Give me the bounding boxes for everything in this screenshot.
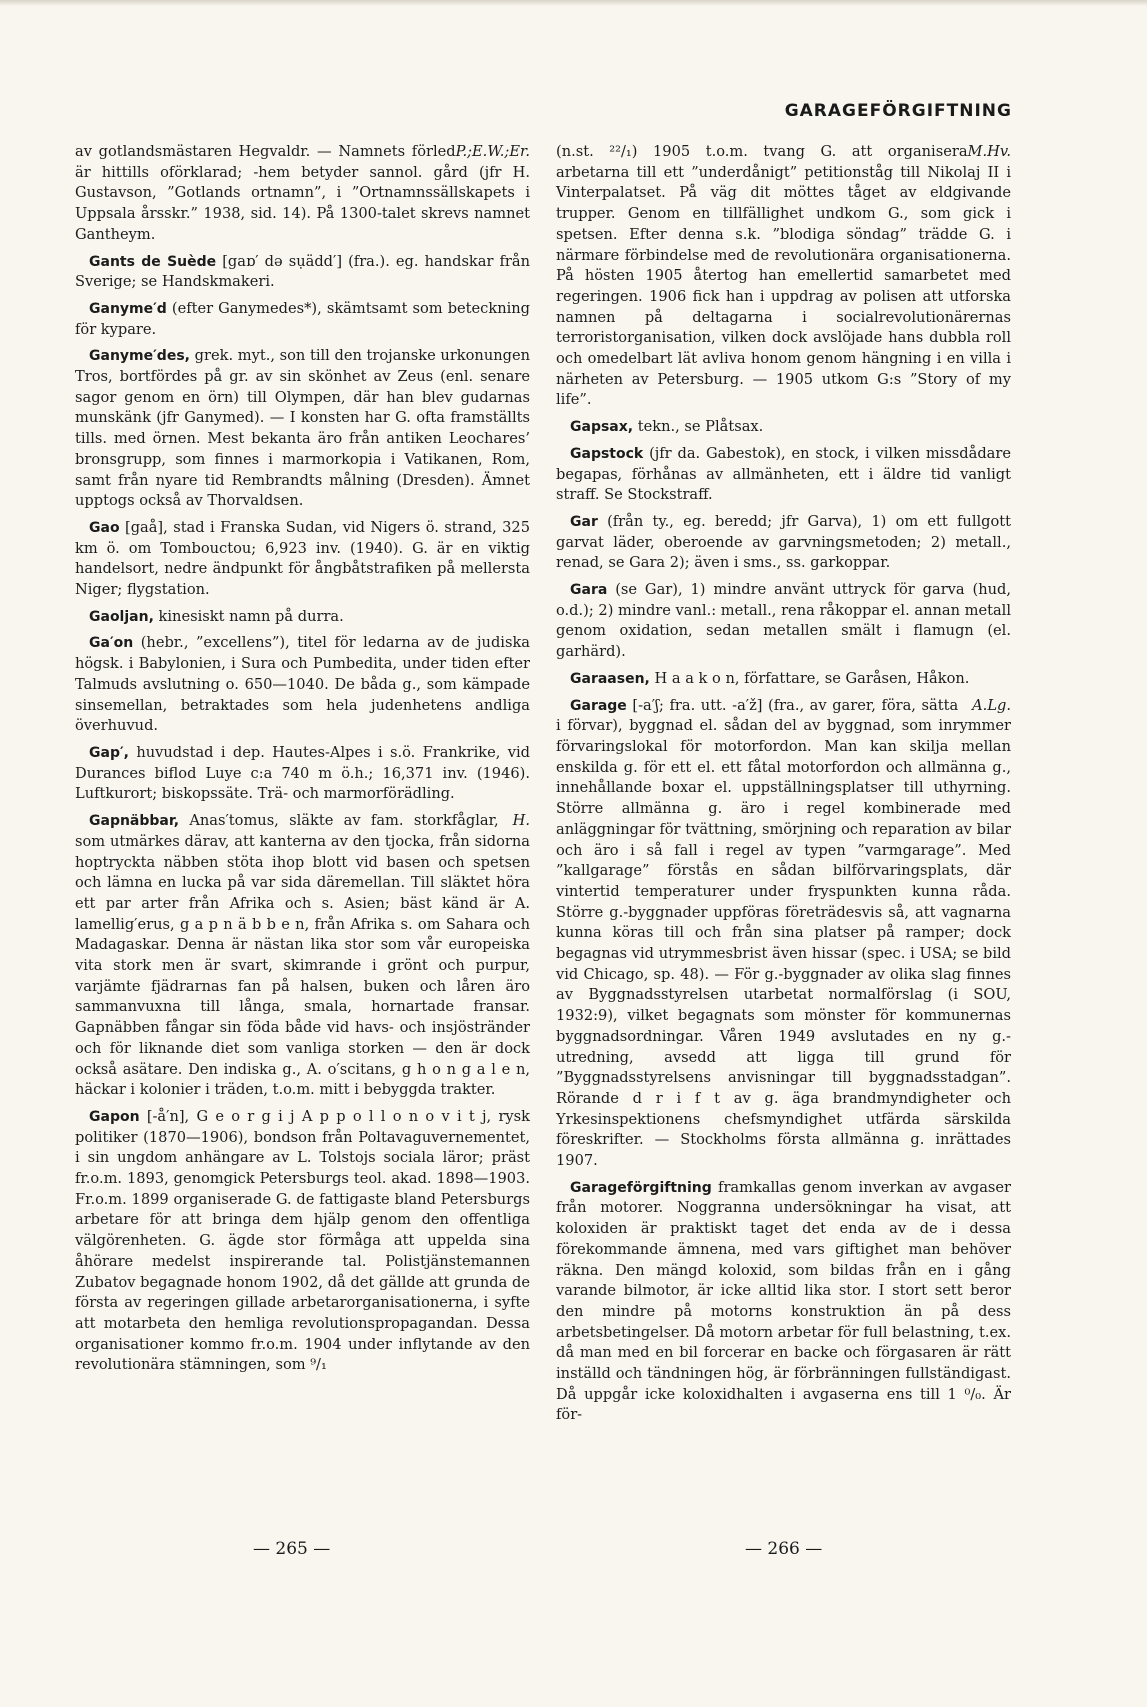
entry-signature: A.Lg. bbox=[972, 696, 1011, 714]
left-column bbox=[75, 142, 530, 1382]
entry-headword: Gants de Suède bbox=[89, 253, 217, 270]
dictionary-entry bbox=[556, 142, 1011, 411]
entry-headword: Garage bbox=[570, 697, 627, 714]
entry-text: (jfr da. Gabestok), en stock, i vilken missdådare begapas, förhånas av allmänheten, ett i äldre tid vanligt straff. Se Stockstraff. bbox=[556, 444, 1011, 504]
entry-headword: Ganyme′des, bbox=[89, 348, 190, 365]
entry-headword: Gaoljan, bbox=[89, 608, 154, 625]
dictionary-entry bbox=[75, 518, 530, 601]
entry-signature: H. bbox=[512, 812, 530, 830]
entry-headword: Gapstock bbox=[570, 445, 644, 462]
entry-signature: P.;E.W.;Er. bbox=[455, 143, 530, 160]
entry-text: [-a′ʃ; fra. utt. -a′ž] (fra., av garer, föra, sätta i förvar), byggnad el. sådan del av byggnad, som inrymmer förvaringslokal för motorfordon. Man kan skilja mellan enskilda g. för ett el. ett fåtal motorfordon och allmänna g., innehållande boxar el. uppställningsplatser till uthyrning. Större allmänna g. äro i regel kombinerade med anläggningar för tvättning, smörjning och reparation av bilar och äro i så fall i regel av typen ”varmgarage”. Med ”kallgarage” förstås en sådan bilförvaringsplats, där vintertid temperaturer under fryspunkten kunna råda. Större g.-byggnader uppföras företrädesvis så, att vagnarna kunna köras till och från sina platser på ramper; dock begagnas vid utrymmesbrist även hissar (spec. i USA; se bild vid Chicago, sp. 48). — För g.-byggnader av olika slag finnes av Byggnadsstyrelsen utarbetat normalförslag (i SOU, 1932:9), vilket begagnats som mönster för kommunernas byggnadsordningar. Våren 1949 avslutades en ny g.-utredning, avsedd att ligga till grund för ”Byggnadsstyrelsens anvisningar till byggnadsstadgan”. Rörande d r i f t av g. äga brandmyndigheter och Yrkesinspektionens chefsmyndighet utfärda särskilda föreskrifter. — Stockholms första allmänna g. inrättades 1907. bbox=[556, 696, 1011, 1170]
entry-text: (se Gar), 1) mindre använt uttryck för garva (hud, o.d.); 2) mindre vanl.: metall., rena råkoppar el. annan metall genom oxidation, sedan metallen smält i flamugn (el. garhärd). bbox=[556, 581, 1011, 661]
right-column bbox=[556, 142, 1011, 1432]
entry-text: av gotlandsmästaren Hegvaldr. — Namnets förled är hittills oförklarad; -hem betyder sannol. gård (jfr H. Gustavson, ”Gotlands ortnamn”, i ”Ortnamnssällskapets i Uppsala årsskr.” 1938, sid. 14). På 1300-talet skrevs namnet Gantheym. bbox=[75, 143, 530, 243]
entry-text: H a a k o n, författare, se Garåsen, Håkon. bbox=[654, 669, 970, 687]
entry-text: (efter Ganymedes*), skämtsamt som beteckning för kypare. bbox=[75, 299, 531, 338]
entry-headword: Gar bbox=[570, 513, 598, 530]
page-number-right: — 266 — bbox=[745, 1539, 823, 1559]
dictionary-entry bbox=[556, 512, 1011, 574]
dictionary-entry bbox=[75, 743, 530, 805]
entry-text: huvudstad i dep. Hautes-Alpes i s.ö. Frankrike, vid Durances biflod Luye c:a 740 m ö.h.; 16,371 inv. (1946). Luftkurort; biskopssäte. Trä- och marmorförädling. bbox=[75, 743, 531, 803]
entry-headword: Gapon bbox=[89, 1108, 140, 1125]
entry-signature: M.Hv. bbox=[967, 143, 1011, 160]
running-head: GARAGEFÖRGIFTNING bbox=[784, 101, 1012, 121]
dictionary-entry bbox=[556, 1178, 1011, 1426]
entry-text: [gaɒ′ də sụädd′] (fra.). eg. handskar från Sverige; se Handskmakeri. bbox=[75, 252, 531, 291]
entry-text: [gaå], stad i Franska Sudan, vid Nigers ö. strand, 325 km ö. om Tombouctou; 6,923 inv. (1940). G. är en viktig handelsort, nedre ändpunkt för ångbåtstrafiken på mellersta Niger; flygstation. bbox=[75, 518, 530, 599]
page-edge bbox=[0, 0, 1147, 6]
entry-headword: Gapnäbbar, bbox=[89, 813, 180, 830]
dictionary-entry bbox=[556, 444, 1011, 506]
dictionary-entry bbox=[75, 811, 530, 1101]
entry-headword: Garageförgiftning bbox=[570, 1179, 712, 1196]
entry-headword: Ga′on bbox=[89, 635, 134, 652]
entry-text: grek. myt., son till den trojanske urkonungen Tros, bortfördes på gr. av sin skönhet av Zeus (enl. senare sagor genom en örn) till Olympen, där han blev gudarnas munskänk (jfr Ganymed). — I konsten har G. ofta framställts tills. med örnen. Mest bekanta äro från antiken Leochares’ bronsgrupp, som finnes i marmorkopia i Vatikanen, Rom, samt från nyare tid Rembrandts målning (Dresden). Ämnet upptogs också av Thorvaldsen. bbox=[75, 347, 531, 510]
entry-headword: Garaasen, bbox=[570, 670, 650, 687]
page-number-left: — 265 — bbox=[253, 1539, 331, 1559]
dictionary-entry bbox=[75, 252, 530, 293]
entry-text: (från ty., eg. beredd; jfr Garva), 1) om ett fullgott garvat läder, oberoende av garvningsmetoden; 2) metall., renad, se Gara 2); även i sms., ss. garkoppar. bbox=[556, 512, 1012, 572]
dictionary-entry bbox=[75, 633, 530, 737]
entry-text: Anas′tomus, släkte av fam. storkfåglar, som utmärkes därav, att kanterna av den tjocka, från sidorna hoptryckta näbben stöta ihop blott vid basen och spetsen och lämna en lucka på var sida däremellan. Till släktet höra ett par arter från Afrika och s. Asien; bäst känd är A. lamellig′erus, g a p n ä b b e n, från Afrika s. om Sahara och Madagaskar. Denna är nästan lika stor som vår europeiska vita stork men är svart, skimrande i grönt och purpur, varjämte fjädrarnas fan på halsen, buken och låren äro sammanvuxna till långa, smala, hornartade fransar. Gapnäbben fångar sin föda både vid havs- och insjöstränder och för liknande diet som vanliga storken — den är dock också asätare. Den indiska g., A. o′scitans, g h o n g a l e n, häckar i kolonier i träden, t.o.m. mitt i bebyggda trakter. bbox=[75, 812, 530, 1099]
dictionary-entry bbox=[75, 607, 530, 628]
dictionary-entry bbox=[556, 417, 1011, 438]
entry-text: tekn., se Plåtsax. bbox=[637, 418, 764, 436]
dictionary-entry bbox=[556, 696, 1011, 1172]
entry-headword: Gara bbox=[570, 582, 608, 599]
dictionary-entry bbox=[556, 669, 1011, 690]
dictionary-entry bbox=[75, 299, 530, 340]
entry-headword: Ganyme′d bbox=[89, 300, 167, 317]
dictionary-entry bbox=[75, 142, 530, 246]
entry-headword: Gap′, bbox=[89, 744, 129, 761]
entry-headword: Gao bbox=[89, 519, 120, 536]
entry-text: framkallas genom inverkan av avgaser från motorer. Noggranna undersökningar ha visat, att koloxiden är praktiskt taget det enda av de i dessa förekommande ämnena, med vars giftighet man behöver räkna. Den mängd koloxid, som bildas från en i gång varande bilmotor, är icke alltid lika stor. I stort sett beror den mindre på motorns konstruktion än på dess arbetsbetingelser. Då motorn arbetar för full belastning, t.ex. då man med en bil forcerar en backe och förgasaren är rätt inställd och tändningen hög, är förbränningen fullständigast. Då uppgår icke koloxidhalten i avgaserna ens till 1 ⁰/₀. Är för- bbox=[556, 1178, 1011, 1424]
entry-text: kinesiskt namn på durra. bbox=[158, 607, 344, 625]
entry-text: (n.st. ²²/₁) 1905 t.o.m. tvang G. att organisera arbetarna till ett ”underdånigt” petitionståg till Nikolaj II i Vinterpalatset. På väg dit möttes tåget av eldgivande trupper. Genom en tillfällighet undkom G., som gick i spetsen. Efter denna s.k. ”blodiga söndag” trädde G. i närmare förbindelse med de revolutionära organisationerna. På hösten 1905 återtog han emellertid samarbetet med regeringen. 1906 fick han i uppdrag av polisen att utforska namnen på deltagarna i socialrevolutionärernas terroristorganisation, vilken dock avslöjade hans dubbla roll och omedelbart lät avliva honom genom hängning i en villa i närheten av Petersburg. — 1905 utkom G:s ”Story of my life”. bbox=[556, 143, 1011, 409]
entry-text: (hebr., ”excellens”), titel för ledarna av de judiska högsk. i Babylonien, i Sura och Pumbedita, under tiden efter Talmuds avslutning o. 650—1040. De båda g., som kämpade sinsemellan, betraktades som hela judenhetens andliga överhuvud. bbox=[75, 634, 530, 735]
dictionary-entry bbox=[556, 580, 1011, 663]
dictionary-entry bbox=[75, 346, 530, 512]
entry-text: [-å′n], G e o r g i j A p p o l l o n o v i t j, rysk politiker (1870—1906), bondson från Poltavaguvernementet, i sin ungdom anhängare av L. Tolstojs sociala läror; präst fr.o.m. 1893, genomgick Petersburgs teol. akad. 1898—1903. Fr.o.m. 1899 organiserade G. de fattigaste bland Petersburgs arbetare för att bringa dem hjälp genom den offentliga välgörenheten. G. ägde stor förmåga att uppelda sina åhörare medelst inspirerande tal. Polistjänstemannen Zubatov begagnade honom 1902, då det gällde att grunda de första av regeringen gillade arbetarorganisationerna, i syfte att motarbeta den hemliga revolutionspropagandan. Dessa organisationer kommo fr.o.m. 1904 under inflytande av den revolutionära stämningen, som ⁹/₁ bbox=[75, 1107, 530, 1374]
dictionary-entry bbox=[75, 1107, 530, 1376]
entry-headword: Gapsax, bbox=[570, 419, 634, 436]
